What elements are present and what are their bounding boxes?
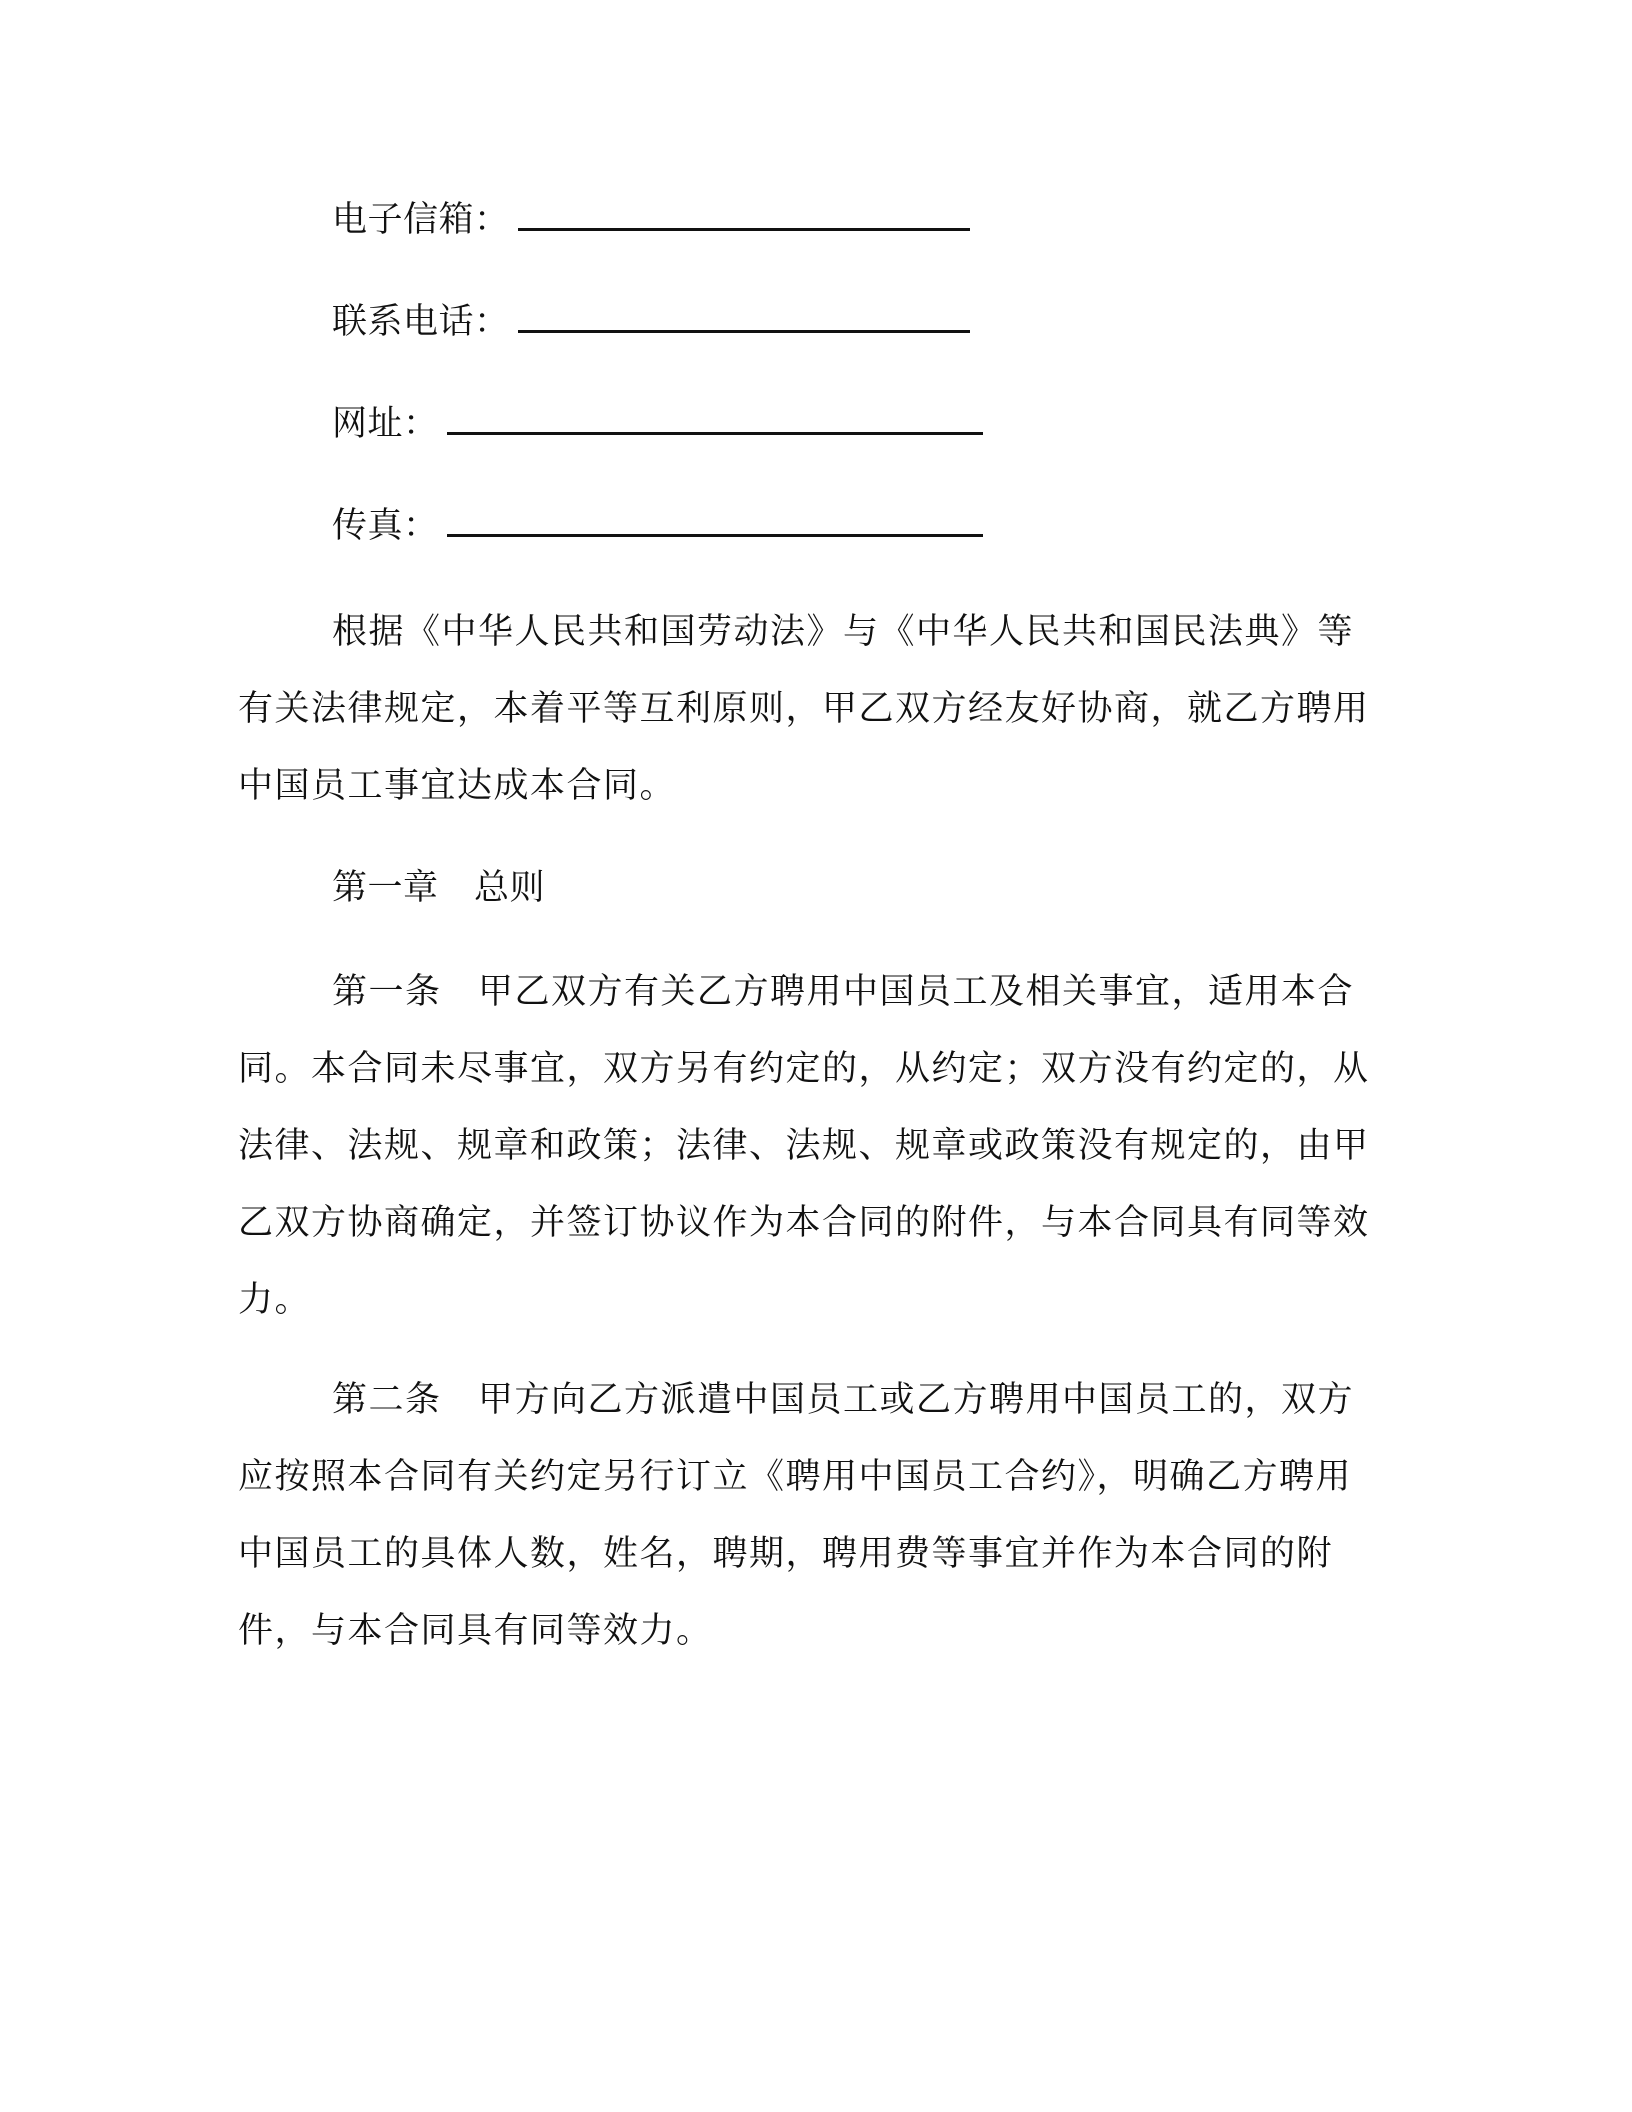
chapter-heading: 第一章 总则 — [332, 868, 546, 908]
email-label: 电子信箱： — [332, 200, 510, 240]
article-1-paragraph: 第一条 甲乙双方有关乙方聘用中国员工及相关事宜，适用本合同。本合同未尽事宜，双方另有约定的，从约定；双方没有约定的，从法律、法规、规章和政策；法律、法规、规章或政策没有规定的，由甲乙双方协商确定，并签订协议作为本合同的附件，与本合同具有同等效力。 — [238, 972, 1370, 1320]
phone-field-line — [332, 298, 970, 346]
fax-label: 传真： — [332, 506, 439, 546]
article-2-paragraph: 第二条 甲方向乙方派遣中国员工或乙方聘用中国员工的，双方应按照本合同有关约定另行订立《聘用中国员工合约》，明确乙方聘用中国员工的具体人数，姓名，聘期，聘用费等事宜并作为本合同的附件，与本合同具有同等效力。 — [238, 1380, 1355, 1651]
email-blank — [518, 198, 970, 231]
website-blank — [447, 402, 983, 435]
fax-field-line — [332, 502, 983, 550]
fax-blank — [447, 504, 983, 537]
intro-paragraph: 根据《中华人民共和国劳动法》与《中华人民共和国民法典》等有关法律规定，本着平等互利原则，甲乙双方经友好协商，就乙方聘用中国员工事宜达成本合同。 — [238, 612, 1370, 806]
website-field-line — [332, 400, 983, 448]
phone-blank — [518, 300, 970, 333]
website-label: 网址： — [332, 404, 439, 444]
phone-label: 联系电话： — [332, 302, 510, 342]
email-field-line — [332, 196, 970, 244]
